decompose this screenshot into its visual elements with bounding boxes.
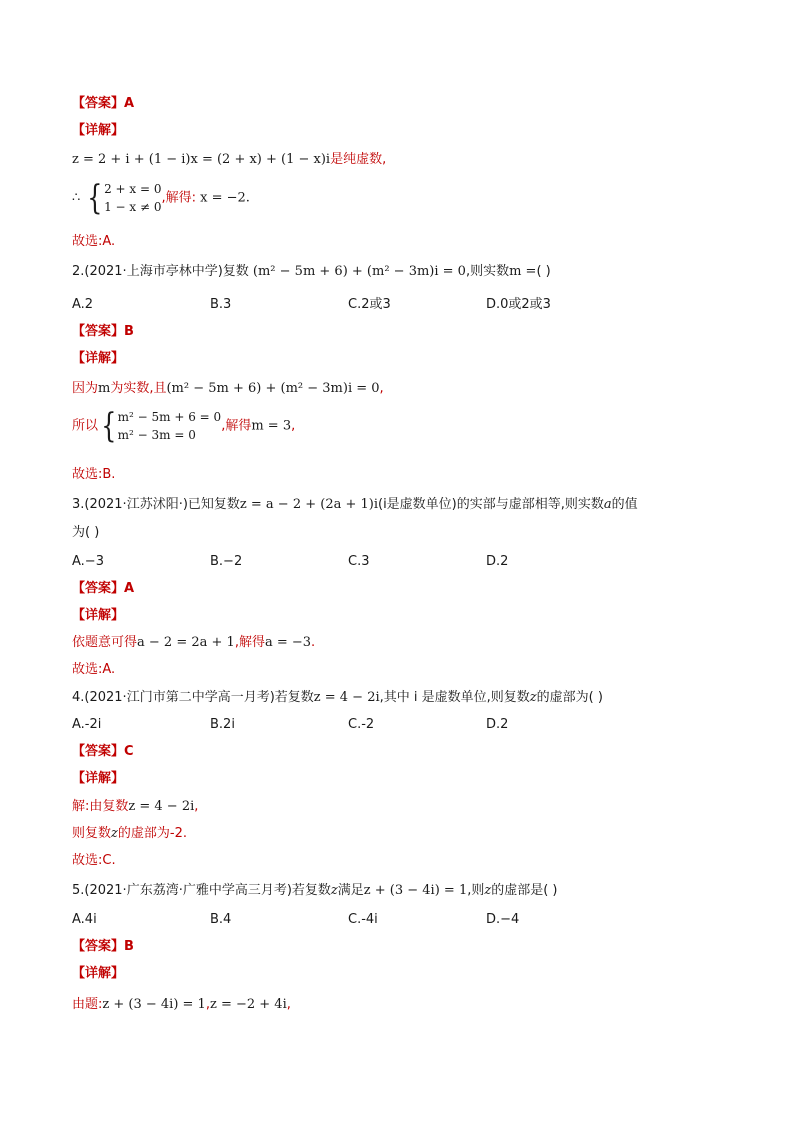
q1-answer-value: A xyxy=(124,96,135,111)
q2-stem-var: m = xyxy=(509,264,537,279)
q1-detail-line1 xyxy=(72,151,386,169)
q5-stem-end: 的虚部是( ) xyxy=(491,883,558,898)
q4-option-b: B.2i xyxy=(210,717,235,732)
q1-detail-text: 是纯虚数, xyxy=(330,152,387,167)
q1-conclusion xyxy=(72,233,115,251)
q1-therefore-symbol: ∴ xyxy=(72,190,81,206)
q2-solve-text: ,解得 xyxy=(221,418,252,434)
q2-answer-line xyxy=(72,323,134,341)
q5-stem-mid: 满足 xyxy=(337,883,364,898)
answer-tag: 【答案】 xyxy=(72,581,125,596)
q3-stem-mid: (i是虚数单位)的实部与虚部相等,则实数 xyxy=(378,497,604,512)
q4-answer-value: C xyxy=(124,744,134,759)
q2-system-eq1: m² − 5m + 6 = 0 xyxy=(117,410,222,424)
q1-solve-math: x = −2 xyxy=(200,190,246,206)
answer-tag: 【答案】 xyxy=(72,96,125,111)
q4-stem-prefix: 4.(2021·江门市第二中学高一月考)若复数 xyxy=(72,690,314,705)
q5-detail-text-a: 由题: xyxy=(72,997,103,1012)
q1-system-stack xyxy=(104,180,161,216)
q5-stem-var: z xyxy=(330,883,338,898)
q3-answer-value: A xyxy=(124,581,135,596)
q4-stem xyxy=(72,689,603,707)
q2-detail-equation: (m² − 5m + 6) + (m² − 3m)i = 0 xyxy=(166,381,380,396)
q1-solve-end: . xyxy=(245,190,250,206)
q2-detail-text-c: , xyxy=(379,381,384,396)
q2-stem xyxy=(72,263,551,281)
q3-option-b: B.−2 xyxy=(210,554,243,569)
q4-stem-mid: ,其中 i 是虚数单位,则复数 xyxy=(379,690,530,705)
q2-brace: { xyxy=(101,406,117,446)
q2-option-d: D.0或2或3 xyxy=(486,297,551,312)
q5-detail-equation2: z = −2 + 4i xyxy=(209,997,287,1012)
q3-conclusion xyxy=(72,661,115,679)
q2-detail-text-a: 因为 xyxy=(72,381,99,396)
q1-answer-line xyxy=(72,95,134,113)
q4-stem-var: z xyxy=(529,690,537,705)
answer-tag: 【答案】 xyxy=(72,744,125,759)
q5-detail-tag-line xyxy=(72,965,124,983)
q5-option-d: D.−4 xyxy=(486,912,520,927)
q4-conclusion-text: 故选:C. xyxy=(72,853,116,868)
q5-option-a: A.4i xyxy=(72,912,97,927)
q5-detail-sep: , xyxy=(205,997,210,1012)
q2-detail-tag-line xyxy=(72,350,124,368)
q1-detail-equation: z = 2 + i + (1 − i)x = (2 + x) + (1 − x)i xyxy=(72,152,331,167)
q4-detail-text-b: 则复数 xyxy=(72,826,112,841)
q4-detail-line1 xyxy=(72,798,198,816)
q4-detail-text-c: 的虚部为-2. xyxy=(117,826,187,841)
q2-option-a: A.2 xyxy=(72,297,94,312)
q4-detail-var: z xyxy=(111,826,118,841)
q4-conclusion xyxy=(72,852,116,870)
detail-tag: 【详解】 xyxy=(72,351,125,366)
q2-answer-value: B xyxy=(124,324,134,339)
q3-detail-result: a = −3 xyxy=(264,635,312,650)
q2-stem-prefix: 2.(2021·上海市亭林中学)复数 xyxy=(72,264,249,279)
q1-detail-tag-line xyxy=(72,122,124,140)
q2-conclusion xyxy=(72,466,115,484)
q3-detail-text-b: ,解得 xyxy=(234,635,265,650)
detail-tag: 【详解】 xyxy=(72,966,125,981)
q5-answer-value: B xyxy=(124,939,134,954)
q2-conclusion-text: 故选:B. xyxy=(72,467,116,482)
q5-option-b: B.4 xyxy=(210,912,232,927)
q3-detail-line xyxy=(72,634,315,652)
q2-solve-math: m = 3 xyxy=(251,418,292,434)
q5-detail-equation1: z + (3 − 4i) = 1 xyxy=(102,997,206,1012)
q3-stem-equation: z = a − 2 + (2a + 1)i xyxy=(239,497,378,512)
q2-system xyxy=(72,408,295,444)
q3-option-a: A.−3 xyxy=(72,554,104,569)
q2-so-text: 所以 xyxy=(72,418,99,434)
q5-detail-end: , xyxy=(286,997,291,1012)
q2-detail-line1 xyxy=(72,380,384,398)
q2-option-c: C.2或3 xyxy=(348,297,391,312)
answer-tag: 【答案】 xyxy=(72,939,125,954)
q4-stem-end: 的虚部为( ) xyxy=(536,690,603,705)
q1-system-eq1: 2 + x = 0 xyxy=(104,182,162,196)
q3-stem-line2: 为( ) xyxy=(72,525,100,540)
q3-answer-line xyxy=(72,580,134,598)
q4-detail-text-a: 解:由复数 xyxy=(72,799,129,814)
q4-option-d: D.2 xyxy=(486,717,509,732)
q2-detail-text-b: 为实数,且 xyxy=(110,381,167,396)
q3-detail-equation: a − 2 = 2a + 1 xyxy=(137,635,235,650)
q4-detail-equation: z = 4 − 2i xyxy=(128,799,195,814)
q1-solve-text: ,解得: xyxy=(161,190,196,206)
q5-stem-equation: z + (3 − 4i) = 1 xyxy=(363,883,468,898)
q5-stem-var2: z xyxy=(484,883,492,898)
q2-solve-end: , xyxy=(291,418,296,434)
q3-conclusion-text: 故选:A. xyxy=(72,662,116,677)
detail-tag: 【详解】 xyxy=(72,608,125,623)
detail-tag: 【详解】 xyxy=(72,771,125,786)
q2-system-stack xyxy=(118,408,222,444)
q4-option-c: C.-2 xyxy=(348,717,375,732)
q5-detail-line xyxy=(72,996,291,1014)
q2-option-b: B.3 xyxy=(210,297,232,312)
q2-detail-var: m xyxy=(98,381,111,396)
q3-detail-text-a: 依题意可得 xyxy=(72,635,138,650)
q5-stem-mid2: ,则 xyxy=(467,883,485,898)
q3-stem-prefix: 3.(2021·江苏沭阳·)已知复数 xyxy=(72,497,240,512)
q5-answer-line xyxy=(72,938,134,956)
answer-tag: 【答案】 xyxy=(72,324,125,339)
q5-option-c: C.-4i xyxy=(348,912,378,927)
q4-option-a: A.-2i xyxy=(72,717,102,732)
q3-option-c: C.3 xyxy=(348,554,370,569)
q2-stem-equation: (m² − 5m + 6) + (m² − 3m)i = 0 xyxy=(252,264,466,279)
q3-stem-var: a xyxy=(603,497,612,512)
q1-conclusion-text: 故选:A. xyxy=(72,234,116,249)
q4-stem-equation: z = 4 − 2i xyxy=(313,690,380,705)
q4-detail-end: , xyxy=(194,799,199,814)
q4-answer-line xyxy=(72,743,134,761)
q1-brace: { xyxy=(87,178,103,218)
q2-stem-blank: ( ) xyxy=(536,264,551,279)
q1-system-eq2: 1 − x ≠ 0 xyxy=(104,200,162,214)
q5-stem xyxy=(72,882,558,900)
q3-option-d: D.2 xyxy=(486,554,509,569)
q2-system-eq2: m² − 3m = 0 xyxy=(117,428,196,442)
q3-stem-end: 的值 xyxy=(611,497,638,512)
q5-stem-prefix: 5.(2021·广东荔湾·广雅中学高三月考)若复数 xyxy=(72,883,331,898)
q3-detail-tag-line xyxy=(72,607,124,625)
q3-stem-line1 xyxy=(72,496,638,514)
q4-detail-line2 xyxy=(72,825,187,843)
q1-system xyxy=(72,180,250,216)
q2-stem-suffix: ,则实数 xyxy=(465,264,510,279)
q4-detail-tag-line xyxy=(72,770,124,788)
q3-detail-end: . xyxy=(311,635,316,650)
detail-tag: 【详解】 xyxy=(72,123,125,138)
